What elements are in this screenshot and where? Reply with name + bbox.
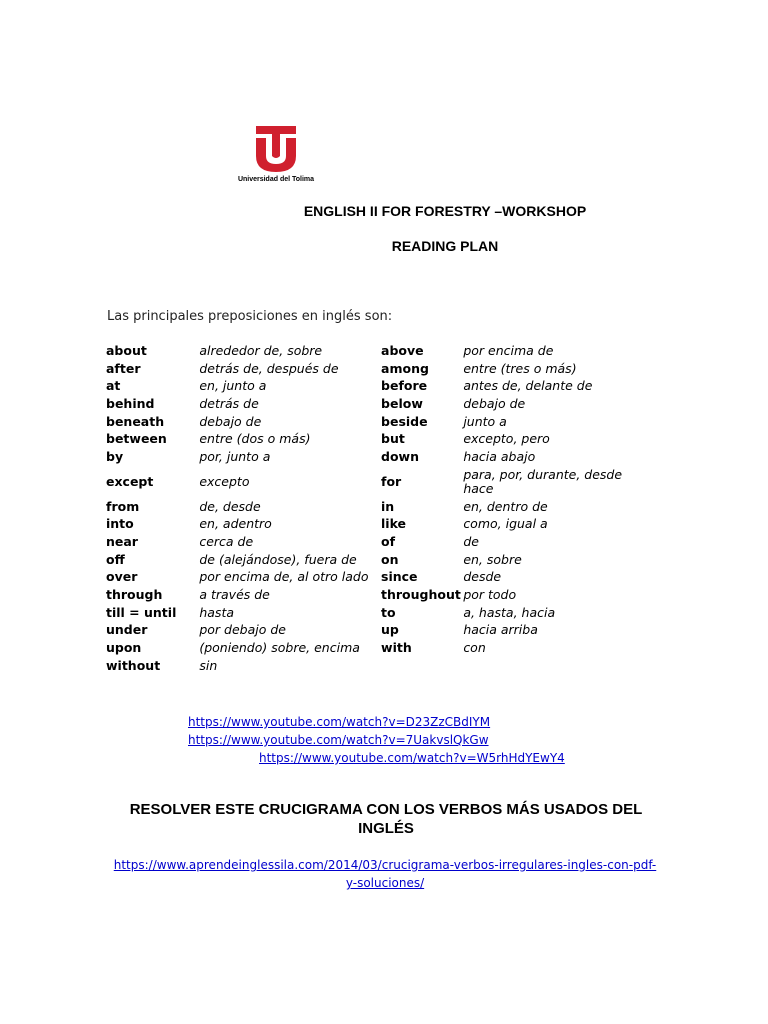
preposition-meaning: en, sobre [463,551,522,567]
preposition-meaning: hacia arriba [463,622,538,638]
preposition-word: like [381,516,407,532]
preposition-word: by [106,448,124,464]
preposition-meaning: de, desde [199,498,261,514]
preposition-meaning: (poniendo) sobre, encima [199,640,360,656]
table-row [106,639,646,657]
preposition-meaning: a, hasta, hacia [463,604,556,620]
table-row [106,413,646,431]
preposition-word: through [106,587,163,603]
university-logo [236,126,316,188]
preposition-word: with [381,640,412,656]
table-row [106,448,646,466]
table-row [106,622,646,640]
preposition-word: in [381,498,395,514]
preposition-word: since [381,569,418,585]
preposition-meaning: debajo de [463,395,526,411]
table-row [106,657,646,675]
preposition-word: among [381,360,429,376]
preposition-meaning: debajo de [199,413,262,429]
preposition-word: beneath [106,413,165,429]
preposition-meaning [463,657,646,675]
preposition-word: to [381,604,396,620]
preposition-word: beside [381,413,428,429]
preposition-meaning: por todo [463,587,517,603]
preposition-word: of [381,534,396,550]
crossword-link[interactable]: https://www.aprendeinglessila.com/2014/03/crucigrama-verbos-irregulares-ingles-con-pdf-y-soluciones/ [113,858,657,890]
preposition-meaning: por encima de [463,342,554,358]
preposition-word: till = until [106,604,177,620]
preposition-word: under [106,622,148,638]
preposition-meaning: alrededor de, sobre [199,342,323,358]
preposition-meaning: desde [463,569,502,585]
preposition-word: except [106,473,154,489]
preposition-meaning: junto a [463,413,507,429]
preposition-word: throughout [381,587,461,603]
preposition-word: down [381,448,419,464]
preposition-meaning: detrás de, después de [199,360,339,376]
preposition-word: at [106,378,121,394]
preposition-meaning: por encima de, al otro lado [199,569,369,585]
ut-logo-icon [256,126,296,172]
preposition-meaning: hacia abajo [463,448,536,464]
prepositions-table [106,342,646,675]
preposition-word: after [106,360,141,376]
preposition-word: behind [106,395,155,411]
youtube-link-1[interactable]: https://www.youtube.com/watch?v=D23ZzCBdIYM [188,715,491,729]
table-row [106,604,646,622]
preposition-meaning: en, junto a [199,378,267,394]
preposition-word: without [106,657,161,673]
preposition-word: on [381,551,399,567]
preposition-word: into [106,516,134,532]
preposition-word: before [381,378,428,394]
preposition-word: below [381,395,423,411]
logo-text: Universidad del Tolima [237,176,315,183]
preposition-meaning: antes de, delante de [463,378,593,394]
table-row [106,430,646,448]
preposition-meaning: a través de [199,587,270,603]
table-row [106,569,646,587]
table-row [106,551,646,569]
preposition-meaning: para, por, durante, desde hace [463,466,623,496]
preposition-meaning: por debajo de [199,622,286,638]
document-subtitle: READING PLAN [391,238,499,254]
preposition-word: over [106,569,138,585]
preposition-meaning: como, igual a [463,516,548,532]
preposition-meaning: sin [199,657,218,673]
preposition-word: between [106,431,167,447]
preposition-word: but [381,431,405,447]
table-row [106,395,646,413]
preposition-word: off [106,551,125,567]
preposition-meaning: por, junto a [199,448,271,464]
preposition-meaning: de (alejándose), fuera de [199,551,357,567]
youtube-link-3[interactable]: https://www.youtube.com/watch?v=W5rhHdYEwY4 [259,751,565,765]
preposition-meaning: cerca de [199,534,254,550]
preposition-meaning: excepto, pero [463,431,550,447]
preposition-word: near [106,534,138,550]
preposition-meaning: detrás de [199,395,259,411]
preposition-meaning: en, adentro [199,516,272,532]
preposition-word: above [381,342,424,358]
preposition-word: up [381,622,399,638]
crossword-heading: RESOLVER ESTE CRUCIGRAMA CON LOS VERBOS MÁS USADOS DEL INGLÉS [129,801,643,837]
preposition-word [381,657,463,675]
preposition-word: from [106,498,140,514]
youtube-link-2[interactable]: https://www.youtube.com/watch?v=7UakvslQkGw [188,733,489,747]
table-row [106,516,646,534]
intro-text: Las principales preposiciones en inglés son: [107,309,393,324]
table-row [106,377,646,395]
preposition-meaning: entre (tres o más) [463,360,577,376]
preposition-word: upon [106,640,142,656]
preposition-word: about [106,342,147,358]
table-row [106,498,646,516]
table-row [106,342,646,360]
document-title: ENGLISH II FOR FORESTRY –WORKSHOP [303,203,587,219]
preposition-meaning: hasta [199,604,234,620]
table-row [106,533,646,551]
preposition-word: for [381,473,402,489]
table-row [106,360,646,378]
preposition-meaning: entre (dos o más) [199,431,311,447]
table-row [106,466,646,498]
table-row [106,586,646,604]
preposition-meaning: en, dentro de [463,498,548,514]
preposition-meaning: con [463,640,486,656]
preposition-meaning: excepto [199,473,250,489]
preposition-meaning: de [463,534,479,550]
